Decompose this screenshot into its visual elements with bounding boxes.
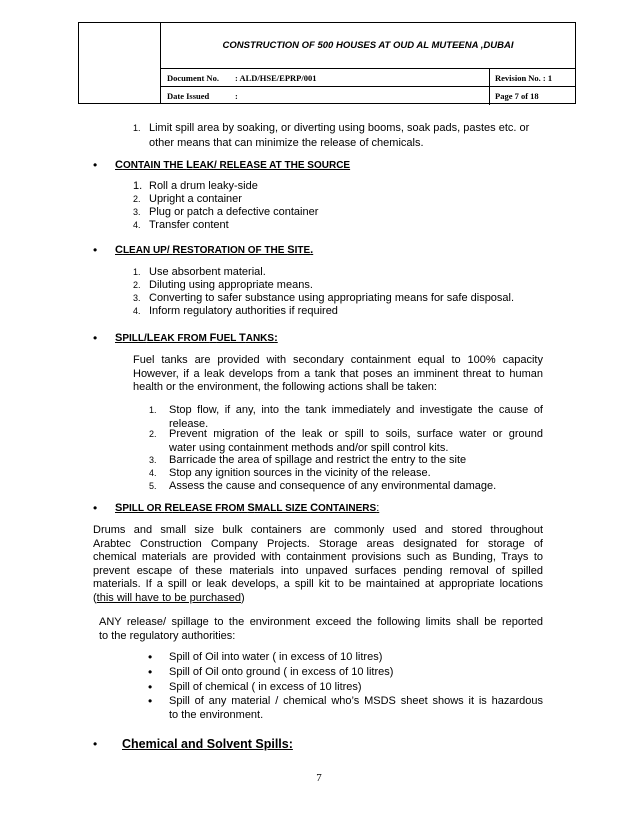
bullet-icon: • [93,501,98,515]
fuel-paragraph: Fuel tanks are provided with secondary containment equal to 100% capacity However, if a leak develops from a tank that poses an imminent threat to human health or the environment, the following actions shall be taken: [133,354,543,393]
list-number: 3. [133,207,141,217]
bullet-icon: • [148,650,153,664]
list-item-text: Barricade the area of spillage and restrict the entry to the site [169,454,467,466]
list-item-text: Prevent migration of the leak or spill to soils, surface water or ground water using containment methods and/or spill control kits. [169,428,543,454]
bullet-icon: • [93,243,98,257]
list-number: 2. [149,429,157,439]
list-item-text: Spill of any material / chemical who’s MSDS sheet shows it is hazardous to the environment. [169,695,543,721]
logo-cell [79,23,161,103]
list-item-text: Use absorbent material. [149,266,266,278]
section-heading-small-containers: SPILL OR RELEASE FROM SMALL SIZE CONTAINERS: [115,502,380,514]
list-item-text: Spill of Oil onto ground ( in excess of 10 litres) [169,666,394,678]
header-row-document [161,69,575,87]
list-number: 1. [133,123,141,133]
list-number: 1. [149,405,157,415]
document-no-value: : ALD/HSE/EPRP/001 [235,73,317,83]
bullet-icon: • [93,737,98,751]
bullet-icon: • [148,694,153,708]
revision-no: Revision No. : 1 [495,73,553,83]
list-item-text: Inform regulatory authorities if required [149,305,338,317]
list-number: 3. [133,293,141,303]
small-containers-paragraph: Drums and small size bulk containers are commonly used and stored throughout Arabtec Construction Company Projects. Storage areas designated for storage of chemical materials are provided with containment provisions such as Bunding, Trays to prevent escape of these materials into unpaved surfaces pending removal of spilled materials. If a spill or leak develops, a spill kit to be maintained at appropriate locations (this will have to be purchased) [93,524,543,604]
list-item-text: Assess the cause and consequence of any environmental damage. [169,480,497,492]
list-number: 2. [133,194,141,204]
list-number: 4. [133,306,141,316]
list-number: 3. [149,455,157,465]
list-item-text: Transfer content [149,219,229,231]
list-number: 4. [133,220,141,230]
list-item-text: Stop any ignition sources in the vicinity of the release. [169,467,431,479]
list-item-text: Roll a drum leaky-side [149,180,258,192]
section-heading-cleanup: CLEAN UP/ RESTORATION OF THE SITE. [115,244,314,256]
document-no-label: Document No. [167,73,219,83]
list-number: 4. [149,468,157,478]
list-item-text: other means that can minimize the release of chemicals. [149,137,424,149]
bullet-icon: • [148,665,153,679]
header-row-date [161,87,575,105]
list-item-text: Diluting using appropriate means. [149,279,313,291]
section-heading-chemical: Chemical and Solvent Spills: [122,737,293,751]
bullet-icon: • [93,331,98,345]
date-issued-label: Date Issued [167,91,210,101]
report-paragraph: ANY release/ spillage to the environment exceed the following limits shall be reported to the regulatory authorities: [99,616,543,642]
section-heading-fuel: SPILL/LEAK FROM FUEL TANKS: [115,332,278,344]
purchase-note: this will have to be purchased [96,591,241,604]
list-number: 1. [133,180,143,192]
bullet-icon: • [148,680,153,694]
list-item-text: Upright a container [149,193,242,205]
page-count: Page 7 of 18 [495,91,539,101]
list-item-text: Plug or patch a defective container [149,206,319,218]
header-title: CONSTRUCTION OF 500 HOUSES AT OUD AL MUTEENA ,DUBAI [161,23,575,69]
list-item-text: Limit spill area by soaking, or diverting using booms, soak pads, pastes etc. or [149,122,530,134]
page-number: 7 [316,772,322,784]
list-item-text: Spill of Oil into water ( in excess of 10 litres) [169,651,383,663]
date-issued-value: : [235,91,238,101]
list-item-text: Spill of chemical ( in excess of 10 litres) [169,681,362,693]
list-item-text: Converting to safer substance using appropriating means for safe disposal. [149,292,515,304]
list-item-text: Stop flow, if any, into the tank immediately and investigate the cause of release. [169,404,543,430]
list-number: 5. [149,481,157,491]
list-number: 2. [133,280,141,290]
section-heading-contain: CONTAIN THE LEAK/ RELEASE AT THE SOURCE [115,159,351,171]
bullet-icon: • [93,158,98,172]
list-number: 1. [133,267,141,277]
document-header [78,22,576,104]
